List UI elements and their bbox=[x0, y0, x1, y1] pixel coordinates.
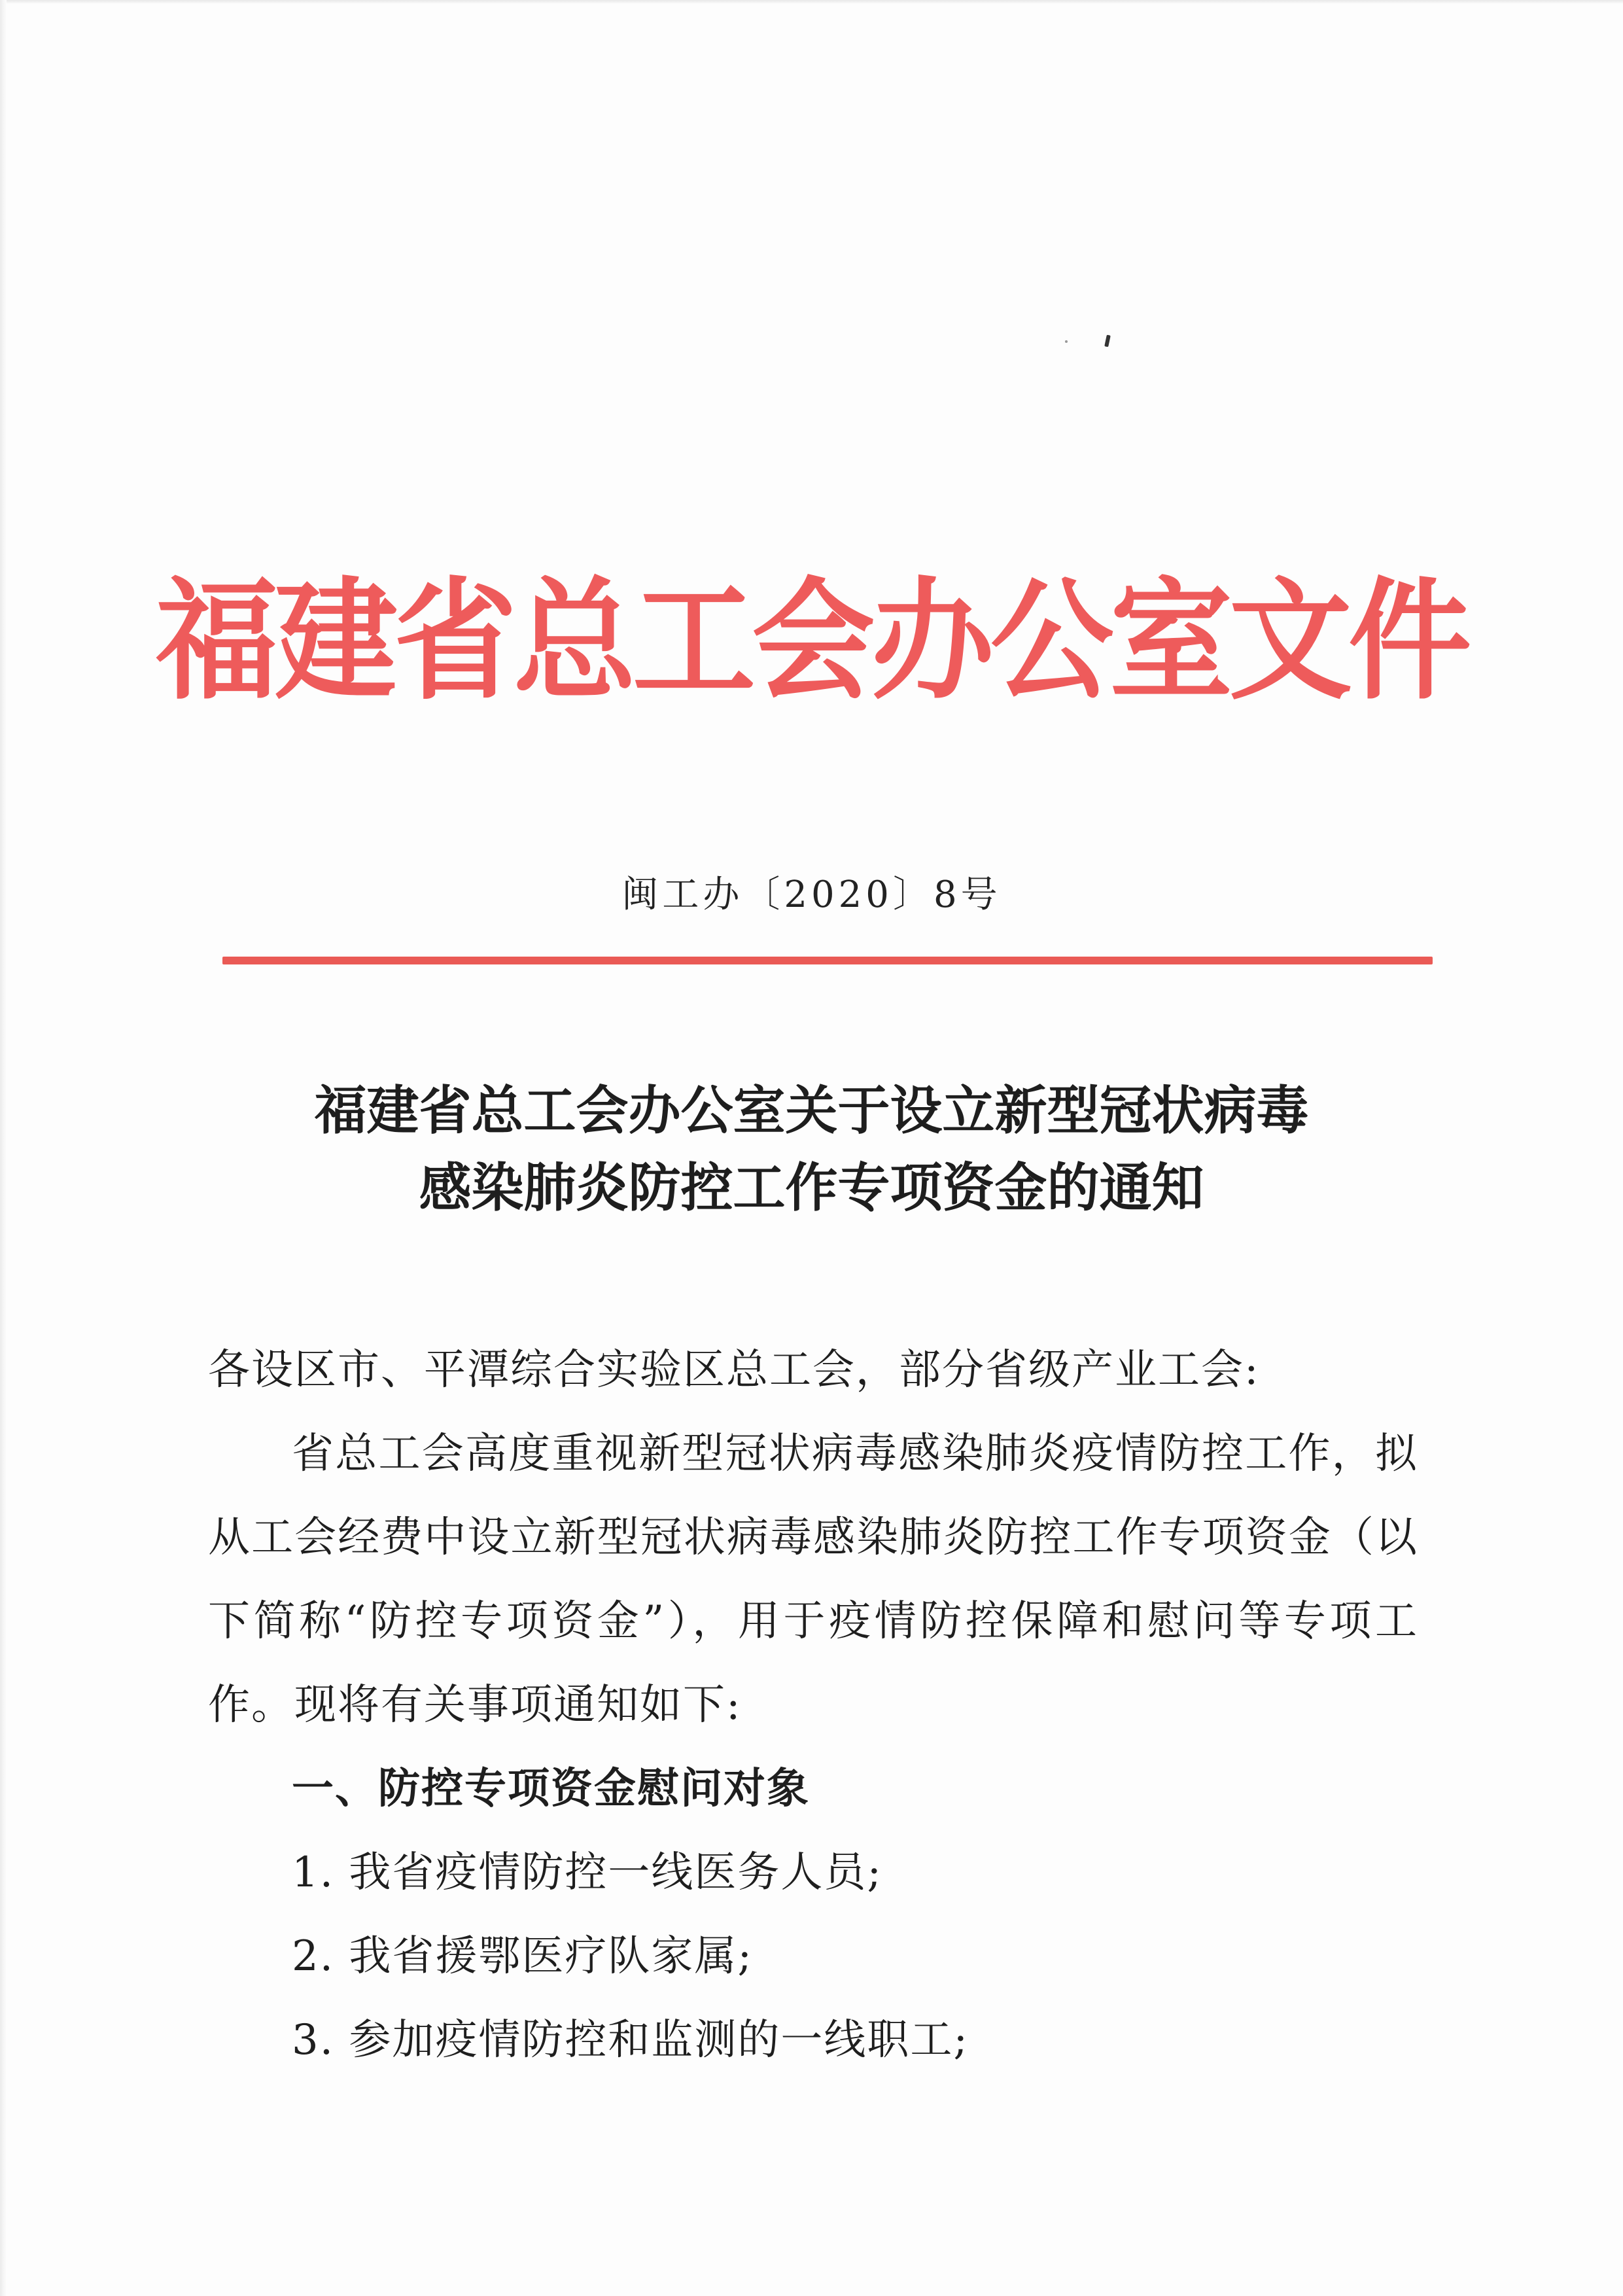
notice-title bbox=[0, 1072, 1623, 1226]
list-item: 1. 我省疫情防控一线医务人员; bbox=[292, 1848, 882, 1897]
list-item: 3. 参加疫情防控和监测的一线职工; bbox=[292, 2016, 969, 2064]
scan-speck bbox=[1065, 340, 1068, 343]
document-number: 闽工办〔2020〕8号 bbox=[621, 874, 1002, 916]
red-divider-line bbox=[222, 957, 1433, 964]
issuing-org-title: 福建省总工会办公室文件 bbox=[155, 564, 1468, 718]
scan-edge bbox=[0, 0, 1623, 4]
notice-title-line: 感染肺炎防控工作专项资金的通知 bbox=[419, 1157, 1204, 1218]
scan-speck bbox=[1104, 335, 1111, 347]
addressee-line: 各设区市、平潭综合实验区总工会，部分省级产业工会: bbox=[208, 1346, 1260, 1394]
list-item: 2. 我省援鄂医疗队家属; bbox=[292, 1932, 753, 1981]
section-heading: 一、防控专项资金慰问对象 bbox=[292, 1764, 810, 1813]
notice-title-line: 福建省总工会办公室关于设立新型冠状病毒 bbox=[314, 1080, 1309, 1141]
intro-paragraph: 省总工会高度重视新型冠状病毒感染肺炎疫情防控工作，拟从工会经费中设立新型冠状病毒感染肺炎防控工作专项资金（以下简称“防控专项资金”），用于疫情防控保障和慰问等专项工作。现将有关事项通知如下: bbox=[208, 1430, 1418, 1729]
